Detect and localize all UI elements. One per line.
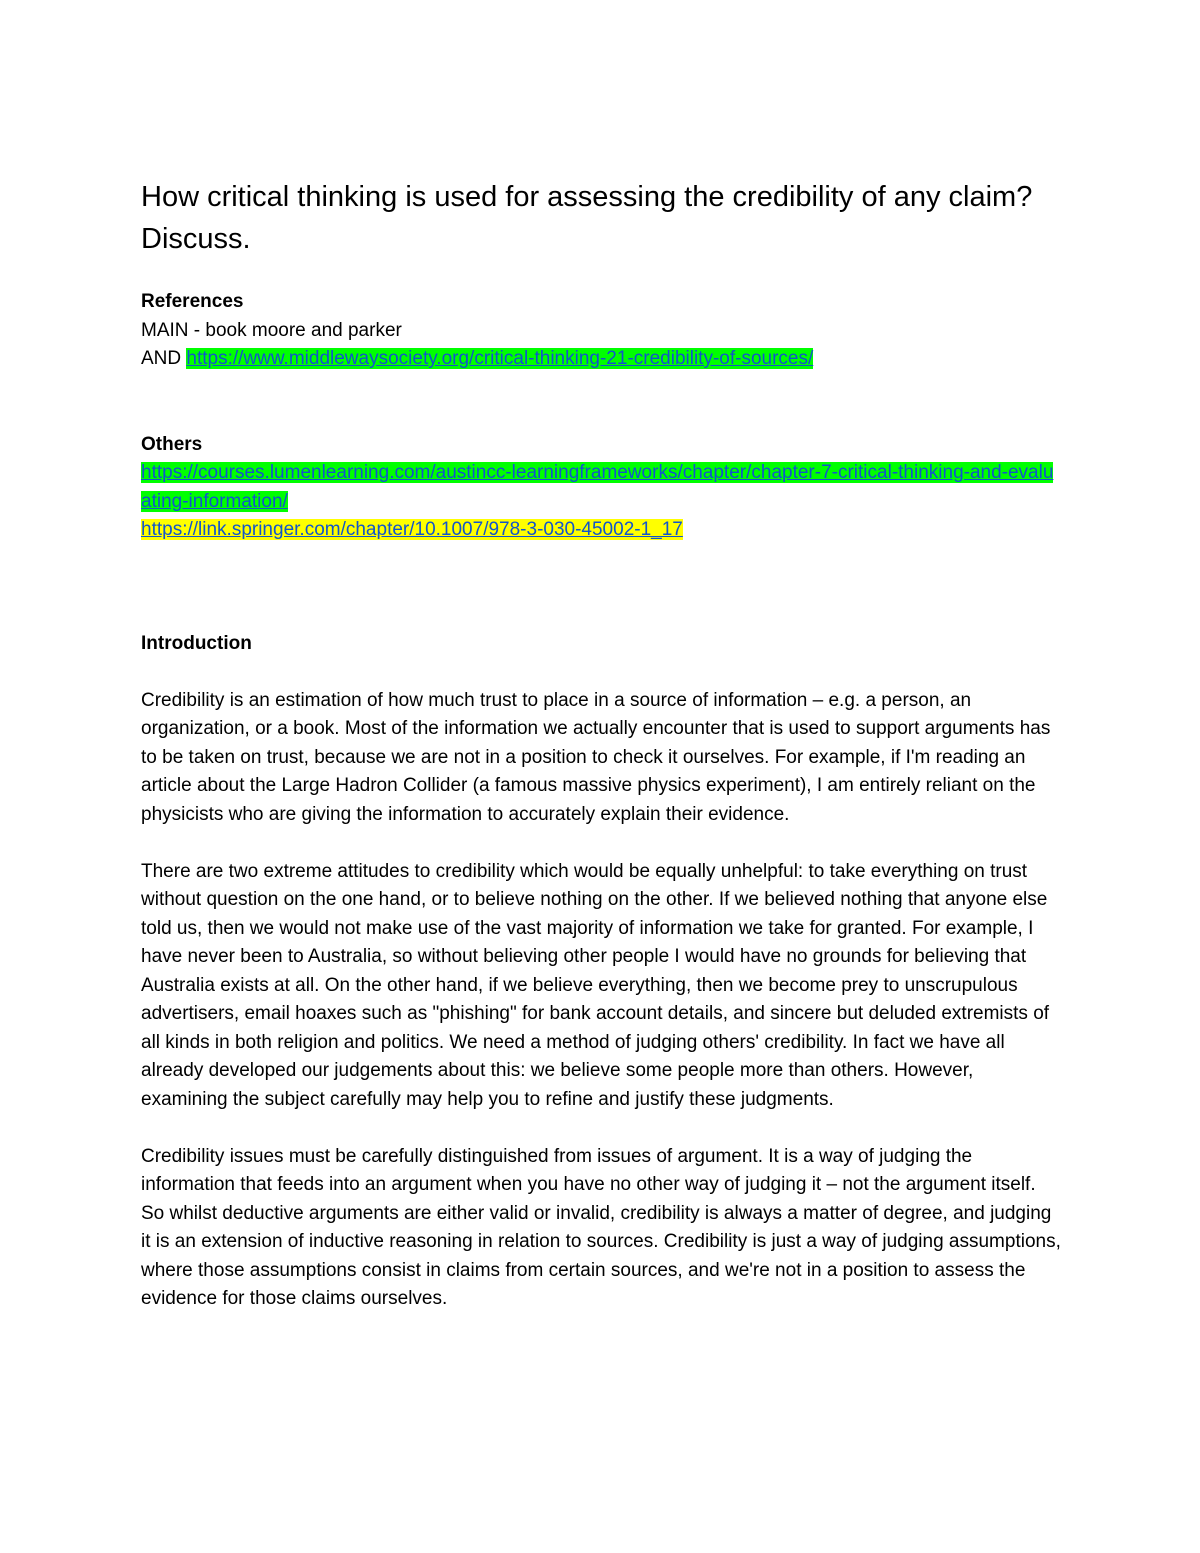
others-section [141,431,1061,545]
others-link-row [141,459,1061,516]
document-page [141,176,1061,1314]
middlewaysociety-link[interactable]: https://www.middlewaysociety.org/critical-thinking-21-credibility-of-sources/ [186,348,814,369]
references-section [141,288,1061,374]
references-and-prefix: AND [141,348,187,369]
lumenlearning-link[interactable]: https://courses.lumenlearning.com/austincc-learningframeworks/chapter/chapter-7-critical-thinking-and-evaluating-information/ [141,462,1054,512]
others-link-row [141,516,1061,545]
references-heading: References [141,291,244,312]
introduction-paragraph: Credibility is an estimation of how much trust to place in a source of information – e.g. a person, an organization, or a book. Most of the information we actually encounter that is used to support arguments has to be taken on trust, because we are not in a position to check it ourselves. For example, if I'm reading an article about the Large Hadron Collider (a famous massive physics experiment), I am entirely reliant on the physicists who are giving the information to accurately explain their evidence. [141,689,1051,825]
references-main-line: MAIN - book moore and parker [141,319,402,341]
references-and-line [141,345,1061,374]
introduction-heading: Introduction [141,632,252,654]
springer-link[interactable]: https://link.springer.com/chapter/10.1007/978-3-030-45002-1_17 [141,519,683,540]
others-heading: Others [141,433,203,455]
introduction-paragraph: There are two extreme attitudes to credibility which would be equally unhelpful: to take everything on trust without question on the one hand, or to believe nothing on the other. If we believed nothing that anyone else told us, then we would not make use of the vast majority of information we take for granted. For example, I have never been to Australia, so without believing other people I would have no grounds for believing that Australia exists at all. On the other hand, if we believe everything, then we become prey to unscrupulous advertisers, email hoaxes such as "phishing" for bank account details, and sincere but deluded extremists of all kinds in both religion and politics. We need a method of judging others' credibility. In fact we have all already developed our judgements about this: we believe some people more than others. However, examining the subject carefully may help you to refine and justify these judgments. [141,860,1050,1110]
document-title: How critical thinking is used for assessing the credibility of any claim? Discuss. [141,181,1033,255]
introduction-paragraph: Credibility issues must be carefully distinguished from issues of argument. It is a way of judging the information that feeds into an argument when you have no other way of judging it – not the argument itself. So whilst deductive arguments are either valid or invalid, credibility is always a matter of degree, and judging it is an extension of inductive reasoning in relation to sources. Credibility is just a way of judging assumptions, where those assumptions consist in claims from certain sources, and we're not in a position to assess the evidence for those claims ourselves. [141,1145,1061,1309]
